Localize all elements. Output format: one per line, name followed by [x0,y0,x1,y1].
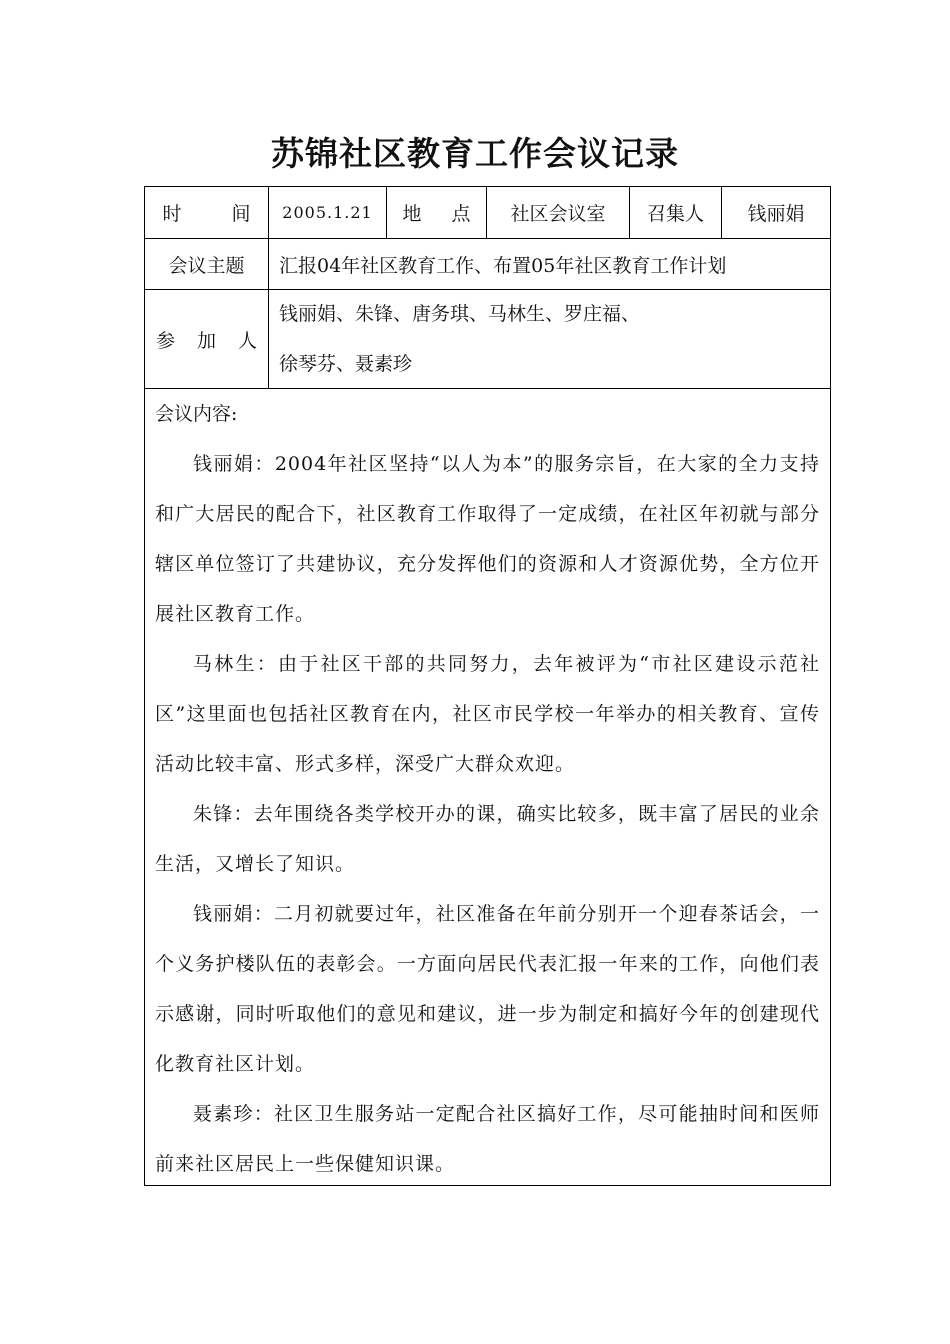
attendees-line-2: 徐琴芬、聂素珍 [279,353,413,375]
topic-row [145,239,830,290]
topic-label: 会议主题 [145,239,269,289]
attendees-label: 参 加 人 [145,290,269,388]
content-paragraph: 朱锋：去年围绕各类学校开办的课，确实比较多，既丰富了居民的业余生活，又增长了知识。 [155,803,820,875]
content-paragraph: 马林生：由于社区干部的共同努力，去年被评为“市社区建设示范社区”这里面也包括社区教育在内，社区市民学校一年举办的相关教育、宣传活动比较丰富、形式多样，深受广大群众欢迎。 [155,653,820,775]
meeting-record-table [144,186,831,1186]
info-row [145,187,830,239]
place-label: 地 点 [387,187,487,238]
convener-label: 召集人 [630,187,722,238]
attendees-row [145,290,830,389]
content-paragraph: 钱丽娟：2004年社区坚持“以人为本”的服务宗旨，在大家的全力支持和广大居民的配合下，社区教育工作取得了一定成绩，在社区年初就与部分辖区单位签订了共建协议，充分发挥他们的资源和人才资源优势，全方位开展社区教育工作。 [155,453,820,625]
content-label: 会议内容: [155,403,238,425]
content-paragraph: 聂素珍：社区卫生服务站一定配合社区搞好工作，尽可能抽时间和医师前来社区居民上一些保健知识课。 [155,1103,820,1175]
content-paragraph: 钱丽娟：二月初就要过年，社区准备在年前分别开一个迎春茶话会，一个义务护楼队伍的表彰会。一方面向居民代表汇报一年来的工作，向他们表示感谢，同时听取他们的意见和建议，进一步为制定和搞好今年的创建现代化教育社区计划。 [155,903,820,1075]
time-value: 2005.1.21 [269,187,387,238]
time-label: 时 间 [145,187,269,238]
place-value: 社区会议室 [487,187,630,238]
page-title: 苏锦社区教育工作会议记录 [271,134,679,173]
meeting-content [145,389,830,1189]
topic-value: 汇报04年社区教育工作、布置05年社区教育工作计划 [279,254,727,277]
attendees-line-1: 钱丽娟、朱锋、唐务琪、马林生、罗庄福、 [279,303,641,325]
attendees-list [269,290,830,388]
convener-value: 钱丽娟 [747,203,805,225]
